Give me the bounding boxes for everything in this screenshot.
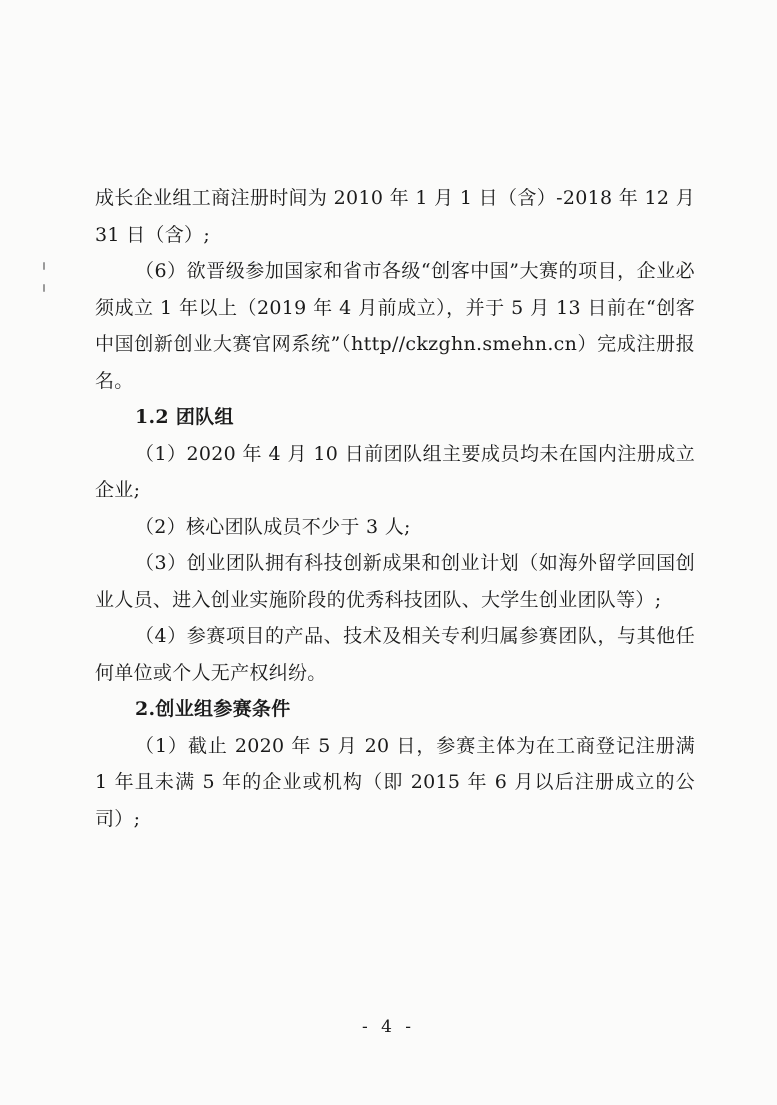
- section-heading: 2.创业组参赛条件: [135, 698, 291, 720]
- scan-artifact: [43, 262, 45, 270]
- document-body: [95, 180, 695, 837]
- paragraph: （3）创业团队拥有科技创新成果和创业计划（如海外留学回国创业人员、进入创业实施阶段的优秀科技团队、大学生创业团队等）;: [95, 552, 695, 611]
- scan-artifact: [43, 284, 45, 292]
- paragraph: （1）截止 2020 年 5 月 20 日，参赛主体为在工商登记注册满 1 年且未满 5 年的企业或机构（即 2015 年 6 月以后注册成立的公司）;: [95, 734, 695, 830]
- paragraph: （2）核心团队成员不少于 3 人;: [135, 515, 411, 538]
- paragraph: （6）欲晋级参加国家和省市各级“创客中国”大赛的项目，企业必须成立 1 年以上（2019 年 4 月前成立），并于 5 月 13 日前在“创客中国创新创业大赛官网系统”（http//ckzghn.smehn.cn）完成注册报名。: [95, 260, 695, 392]
- paragraph: （1）2020 年 4 月 10 日前团队组主要成员均未在国内注册成立企业;: [95, 442, 695, 501]
- paragraph: （4）参赛项目的产品、技术及相关专利归属参赛团队，与其他任何单位或个人无产权纠纷。: [95, 625, 695, 684]
- page-number: - 4 -: [361, 1017, 416, 1037]
- paragraph: 成长企业组工商注册时间为 2010 年 1 月 1 日（含）-2018 年 12 月 31 日（含）;: [95, 187, 695, 246]
- section-heading: 1.2 团队组: [135, 406, 234, 428]
